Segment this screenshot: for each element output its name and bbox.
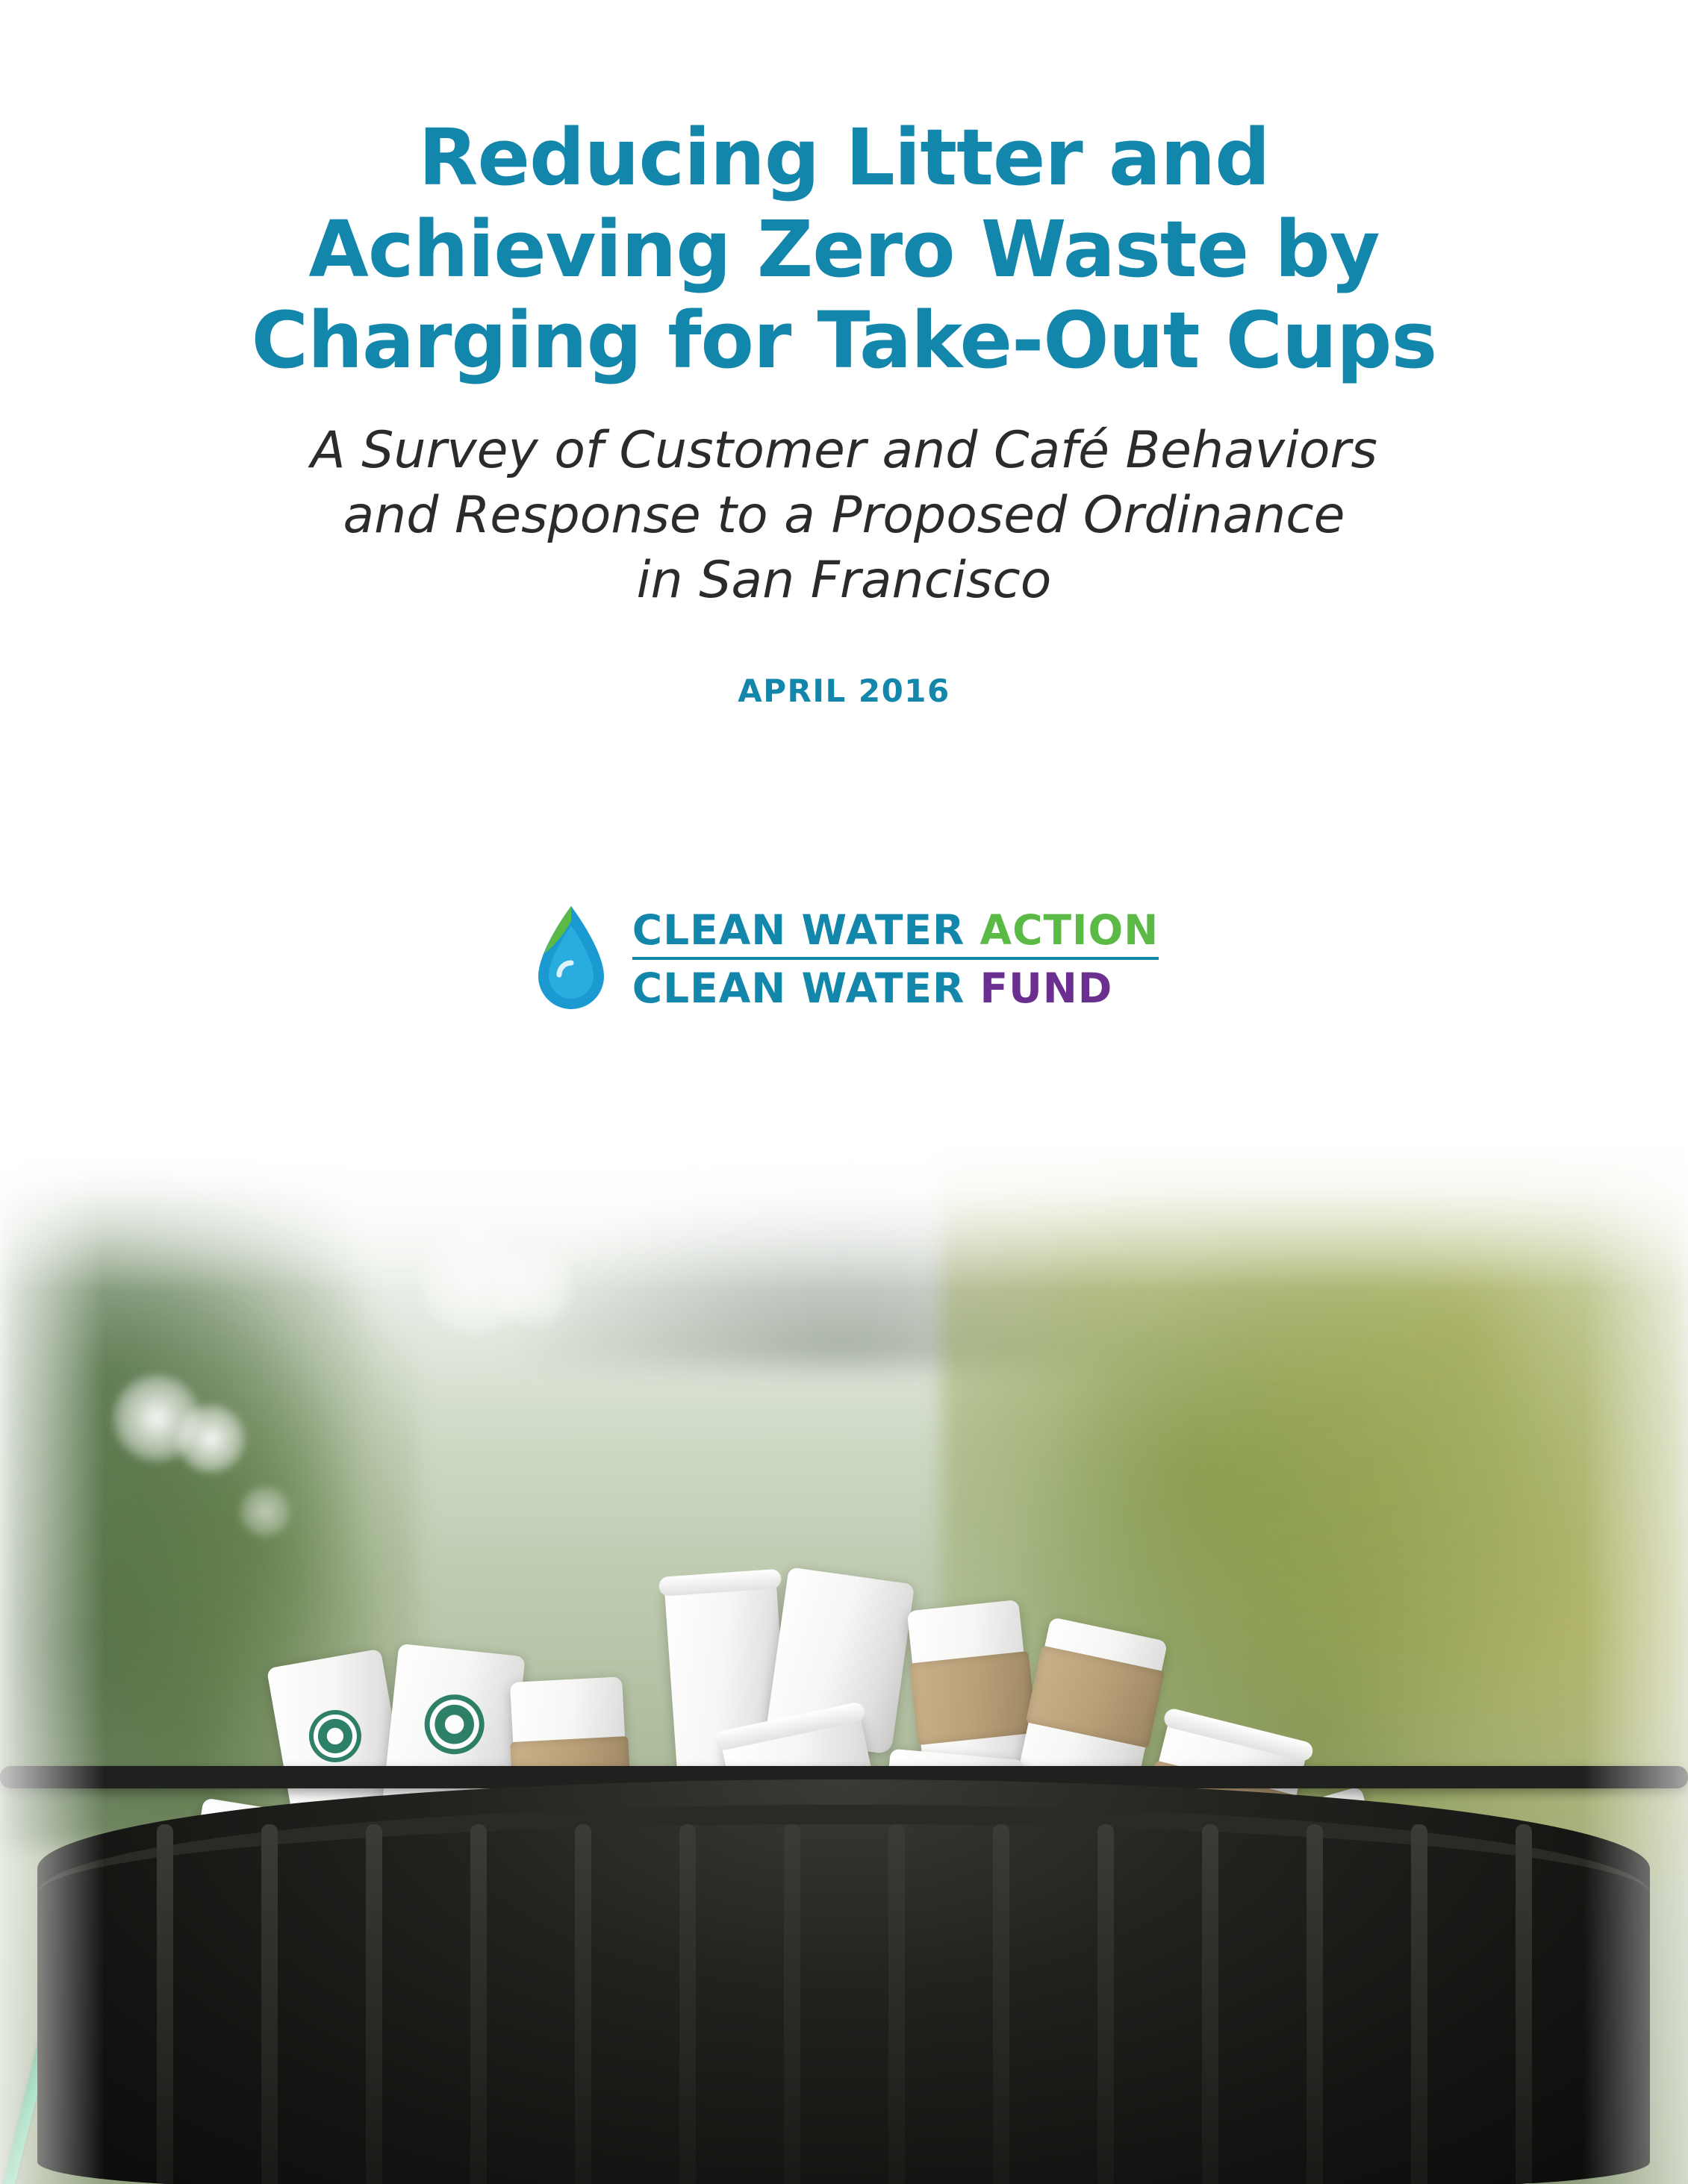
bin-slat <box>1307 1824 1323 2184</box>
water-drop-icon <box>529 903 613 1015</box>
photo-right-fade <box>1583 1135 1688 2184</box>
coffee-brand-logo <box>305 1706 365 1766</box>
title-line-3: Charging for Take-Out Cups <box>251 295 1437 387</box>
cup-sleeve <box>1026 1645 1165 1748</box>
page-subtitle <box>0 418 1688 613</box>
trash-bin <box>0 1766 1688 2184</box>
publication-date: APRIL 2016 <box>738 673 950 710</box>
bin-slat <box>1516 1824 1532 2184</box>
photo-top-fade <box>0 1135 1688 1291</box>
subtitle-line-3: in San Francisco <box>636 551 1052 611</box>
title-line-1: Reducing Litter and <box>418 112 1270 203</box>
bin-slat <box>888 1824 905 2184</box>
bin-body <box>37 1779 1650 2184</box>
bin-slat <box>1202 1824 1218 2184</box>
bin-slat <box>1411 1824 1427 2184</box>
bin-slat <box>470 1824 487 2184</box>
bin-slat <box>784 1824 800 2184</box>
logo-action-word: ACTION <box>980 906 1159 954</box>
subtitle-line-1: A Survey of Customer and Café Behaviors <box>311 421 1377 481</box>
cup-sleeve <box>909 1651 1037 1745</box>
logo-clean-water-1: CLEAN WATER <box>632 906 965 954</box>
logo-line-fund <box>632 964 1159 1012</box>
bin-slat <box>1097 1824 1114 2184</box>
logo-line-action <box>632 906 1159 960</box>
photo-left-fade <box>0 1135 105 2184</box>
page-title <box>0 112 1688 387</box>
bin-slat <box>157 1824 173 2184</box>
title-block <box>0 112 1688 709</box>
cover-photo <box>0 1135 1688 2184</box>
title-line-2: Achieving Zero Waste by <box>308 203 1380 295</box>
logo-fund-word: FUND <box>980 964 1113 1012</box>
bin-slat <box>575 1824 591 2184</box>
bin-slat <box>993 1824 1009 2184</box>
organization-logo <box>0 903 1688 1015</box>
bin-slat <box>679 1824 696 2184</box>
subtitle-line-2: and Response to a Proposed Ordinance <box>343 486 1345 546</box>
coffee-brand-logo <box>422 1691 488 1757</box>
logo-clean-water-2: CLEAN WATER <box>632 964 965 1012</box>
bin-slat <box>366 1824 382 2184</box>
bin-slat <box>261 1824 278 2184</box>
bin-ring <box>37 1805 1650 1894</box>
